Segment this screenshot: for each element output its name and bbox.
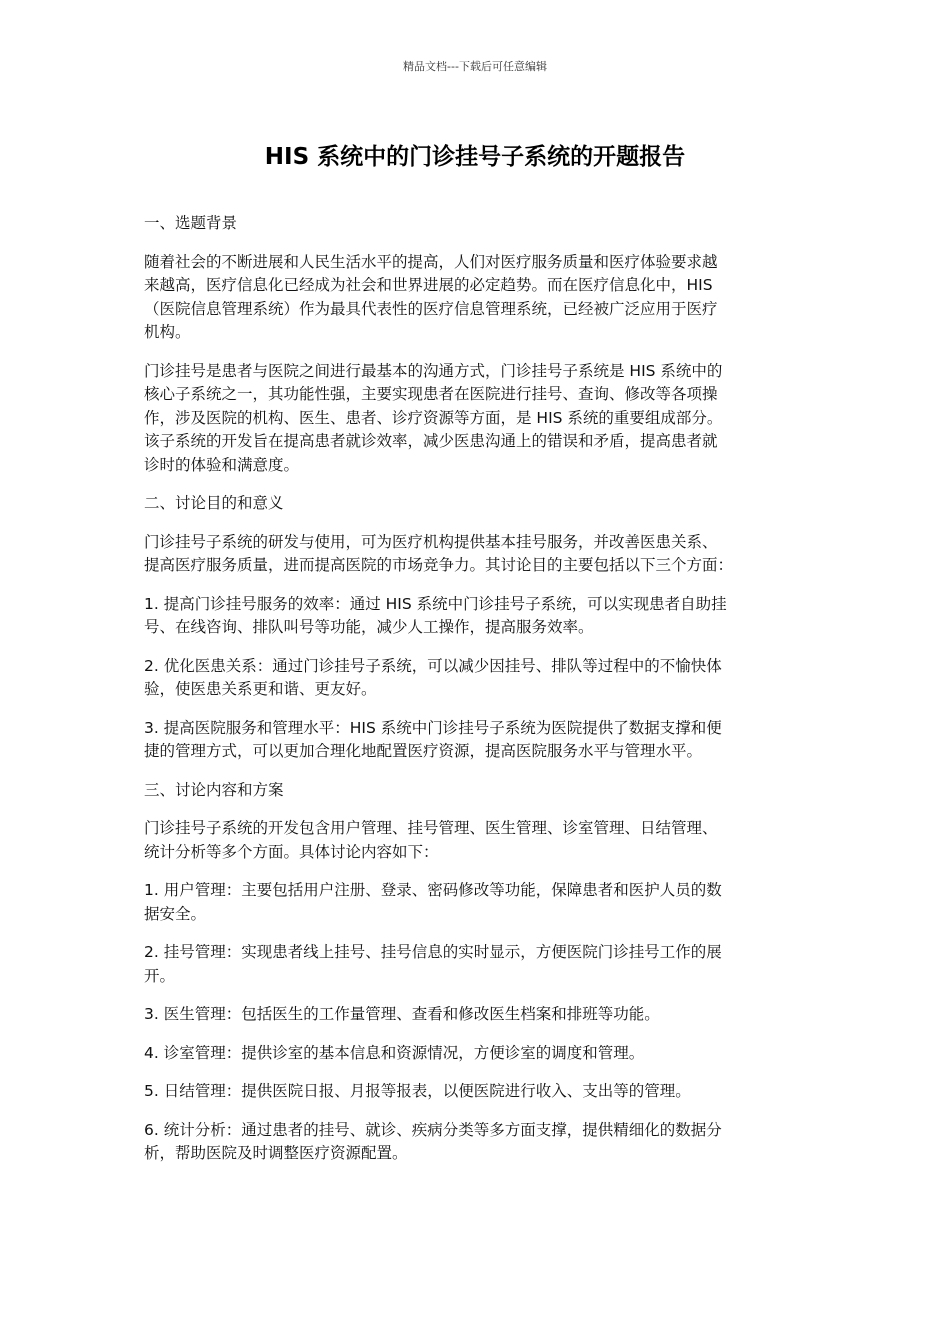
paragraph: 随着社会的不断进展和人民生活水平的提高，人们对医疗服务质量和医疗体验要求越 来越高，医疗信息化已经成为社会和世界进展的必定趋势。而在医疗信息化中，HIS （医院信息管理系统）作为最具代表性的医疗信息管理系统，已经被广泛应用于医疗 机构。	[144, 252, 718, 341]
list-item: 3. 医生管理：包括医生的工作量管理、查看和修改医生档案和排班等功能。	[144, 1005, 660, 1023]
list-item: 2. 挂号管理：实现患者线上挂号、挂号信息的实时显示，方便医院门诊挂号工作的展 开。	[144, 943, 722, 985]
section-heading-content: 三、讨论内容和方案	[144, 780, 284, 799]
list-item: 3. 提高医院服务和管理水平：HIS 系统中门诊挂号子系统为医院提供了数据支撑和便 捷的管理方式，可以更加合理化地配置医疗资源，提高医院服务水平与管理水平。	[144, 718, 722, 760]
list-item: 5. 日结管理：提供医院日报、月报等报表，以便医院进行收入、支出等的管理。	[144, 1082, 691, 1100]
list-item: 4. 诊室管理：提供诊室的基本信息和资源情况，方便诊室的调度和管理。	[144, 1043, 645, 1062]
section-heading-purpose: 二、讨论目的和意义	[144, 494, 284, 512]
document-body	[144, 212, 808, 1181]
list-item: 6. 统计分析：通过患者的挂号、就诊、疾病分类等多方面支撑，提供精细化的数据分 析，帮助医院及时调整医疗资源配置。	[144, 1120, 722, 1162]
list-item: 1. 提高门诊挂号服务的效率：通过 HIS 系统中门诊挂号子系统，可以实现患者自助挂 号、在线咨询、排队叫号等功能，减少人工操作，提高服务效率。	[144, 594, 727, 636]
document-title: HIS 系统中的门诊挂号子系统的开题报告	[264, 144, 686, 170]
section-heading-background: 一、选题背景	[144, 214, 238, 232]
paragraph: 门诊挂号子系统的研发与使用，可为医疗机构提供基本挂号服务，并改善医患关系、 提高医疗服务质量，进而提高医院的市场竞争力。其讨论目的主要包括以下三个方面：	[144, 532, 734, 574]
paragraph: 门诊挂号是患者与医院之间进行最基本的沟通方式，门诊挂号子系统是 HIS 系统中的 核心子系统之一，其功能性强，主要实现患者在医院进行挂号、查询、修改等各项操 作，涉及医院的机构、医生、患者、诊疗资源等方面，是 HIS 系统的重要组成部分。 该子系统的开发旨在提高患者就诊效率，减少医患沟通上的错误和矛盾，提高患者就 诊时的体验和满意度。	[144, 361, 723, 474]
list-item: 1. 用户管理：主要包括用户注册、登录、密码修改等功能，保障患者和医护人员的数 据安全。	[144, 881, 722, 923]
list-item: 2. 优化医患关系：通过门诊挂号子系统，可以减少因挂号、排队等过程中的不愉快体 验，使医患关系更和谐、更友好。	[144, 656, 722, 698]
page-header: 精品文档---下载后可任意编辑	[403, 60, 547, 73]
paragraph: 门诊挂号子系统的开发包含用户管理、挂号管理、医生管理、诊室管理、日结管理、 统计分析等多个方面。具体讨论内容如下：	[144, 819, 718, 861]
